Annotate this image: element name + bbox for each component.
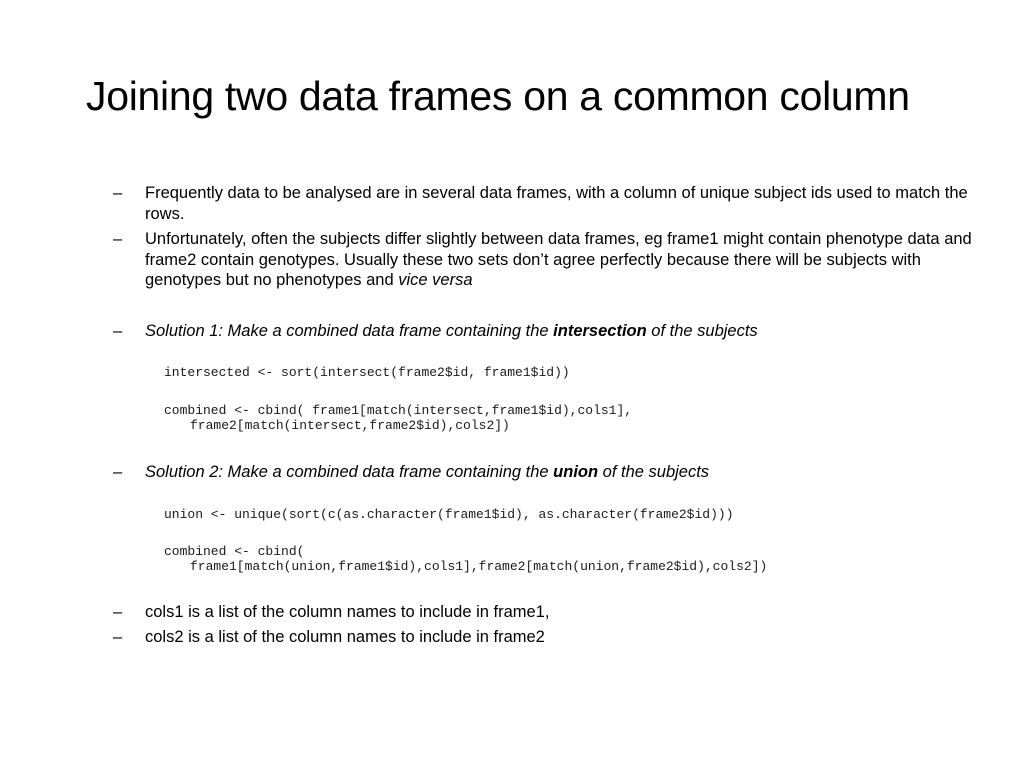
code-union: union <- unique(sort(c(as.character(frame1$id), as.character(frame2$id))) [164, 507, 734, 522]
code-combined-intersect [164, 403, 632, 433]
bullet-item [113, 229, 973, 291]
bullet-dash: – [113, 603, 123, 621]
bullet-item [113, 183, 973, 224]
code-line: combined <- cbind( frame1[match(intersect,frame1$id),cols1], [164, 403, 633, 418]
bullet-dash: – [113, 230, 123, 248]
solution-1-bold: intersection [553, 322, 647, 340]
code-line: frame2[match(intersect,frame2$id),cols2]) [190, 418, 510, 433]
solution-1-post: of the subjects [646, 322, 758, 340]
code-combined-union [164, 544, 767, 574]
bullet-text [145, 229, 973, 291]
bullet-item [113, 321, 973, 342]
bullet-text-main: Unfortunately, often the subjects differ slightly between data frames, eg frame1 might contain phenotype data and frame2 contain genotypes. Usually these two sets don’t agree perfectly because there will be subjects with genotypes but no phenotypes and [145, 230, 972, 289]
solution-2-pre: Solution 2: Make a combined data frame containing the [145, 463, 554, 481]
bullet-dash: – [113, 463, 123, 481]
bullet-item [113, 627, 973, 648]
solution-2-post: of the subjects [598, 463, 710, 481]
code-line: frame1[match(union,frame1$id),cols1],frame2[match(union,frame2$id),cols2]) [190, 559, 768, 574]
bullet-text-italic: vice versa [398, 271, 473, 289]
bullet-item [113, 462, 973, 483]
bullet-text: Frequently data to be analysed are in several data frames, with a column of unique subject ids used to match the rows. [145, 184, 968, 223]
bullet-text: cols1 is a list of the column names to include in frame1, [145, 603, 550, 621]
solution-2-bold: union [553, 463, 599, 481]
bullet-text: cols2 is a list of the column names to include in frame2 [145, 628, 545, 646]
solution-2-heading [145, 462, 973, 483]
slide-title: Joining two data frames on a common column [86, 73, 910, 119]
code-line: combined <- cbind( [164, 544, 305, 559]
bullet-item [113, 602, 973, 623]
solution-1-heading [145, 321, 973, 342]
bullet-dash: – [113, 322, 123, 340]
solution-1-pre: Solution 1: Make a combined data frame containing the [145, 322, 554, 340]
bullet-dash: – [113, 184, 123, 202]
code-intersected: intersected <- sort(intersect(frame2$id, frame1$id)) [164, 365, 570, 380]
bullet-dash: – [113, 628, 123, 646]
